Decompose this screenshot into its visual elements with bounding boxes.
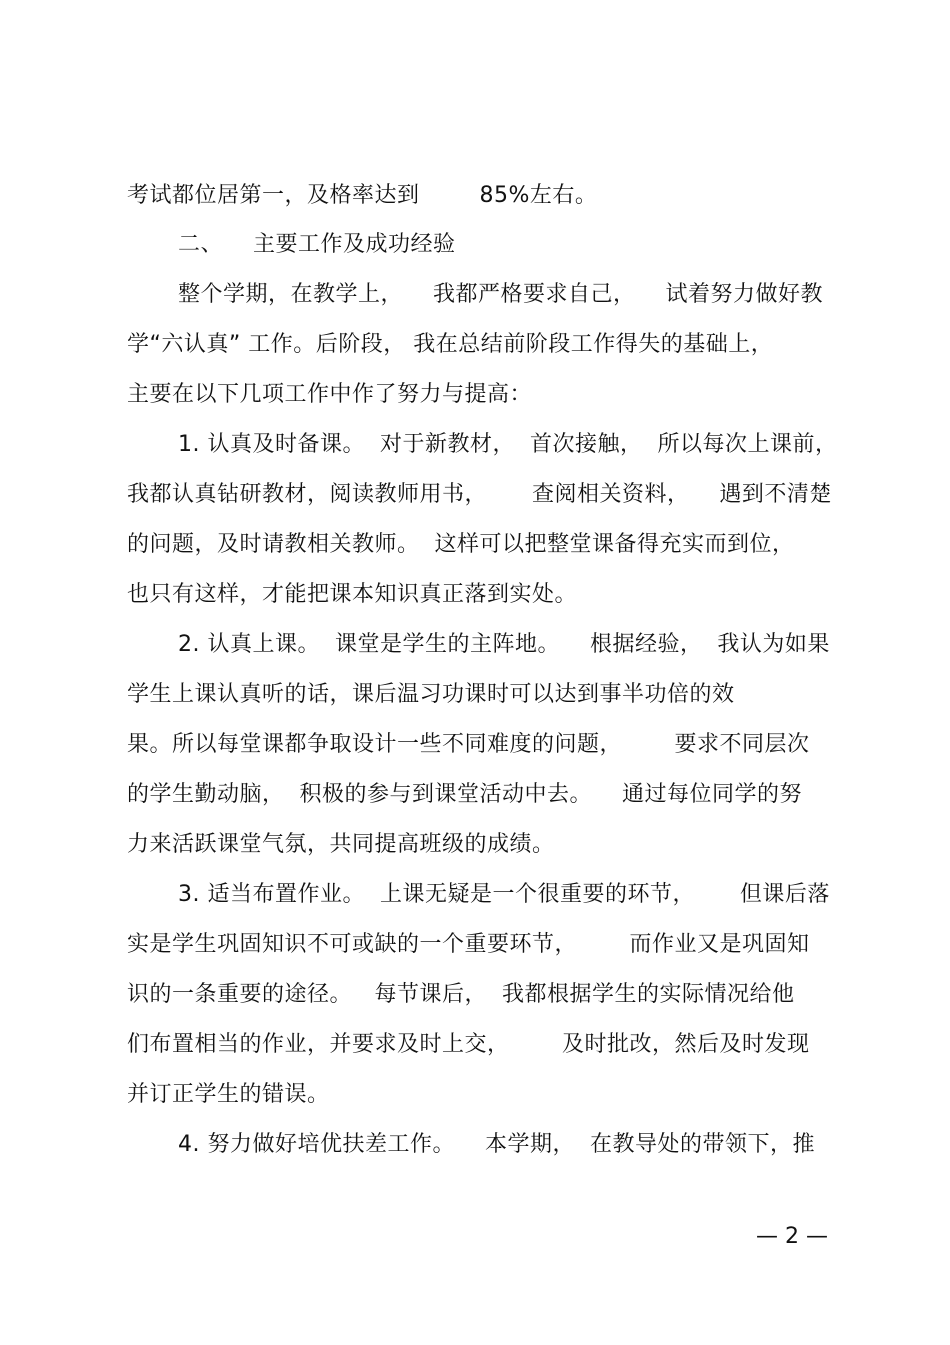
text-line: 学“六认真” 工作。后阶段， 我在总结前阶段工作得失的基础上， (127, 332, 774, 357)
text-line: 2. 认真上课。 课堂是学生的主阵地。 根据经验， 我认为如果 (178, 632, 830, 657)
text-line: 力来活跃课堂气氛，共同提高班级的成绩。 (127, 832, 555, 857)
text-line: 并订正学生的错误。 (127, 1082, 330, 1107)
text-line: 考试都位居第一，及格率达到 85%左右。 (127, 183, 598, 208)
text-line: 的学生勤动脑， 积极的参与到课堂活动中去。 通过每位同学的努 (127, 782, 802, 807)
text-line: 的问题，及时请教相关教师。 这样可以把整堂课备得充实而到位， (127, 532, 795, 557)
text-line: 们布置相当的作业，并要求及时上交， 及时批改，然后及时发现 (127, 1032, 810, 1057)
text-line: 主要在以下几项工作中作了努力与提高： (127, 382, 533, 407)
text-line: 1. 认真及时备课。 对于新教材， 首次接触， 所以每次上课前， (178, 432, 838, 457)
text-line: 识的一条重要的途径。 每节课后， 我都根据学生的实际情况给他 (127, 982, 795, 1007)
section-heading: 二、 主要工作及成功经验 (178, 232, 456, 257)
text-line: 整个学期，在教学上， 我都严格要求自己， 试着努力做好教 (178, 282, 823, 307)
text-line: 我都认真钻研教材，阅读教师用书， 查阅相关资料， 遇到不清楚 (127, 482, 832, 507)
page-number: — 2 — (756, 1224, 828, 1249)
text-line: 学生上课认真听的话，课后温习功课时可以达到事半功倍的效 (127, 682, 735, 707)
text-line: 实是学生巩固知识不可或缺的一个重要环节， 而作业又是巩固知 (127, 932, 810, 957)
text-line: 也只有这样，才能把课本知识真正落到实处。 (127, 582, 578, 607)
text-line: 果。所以每堂课都争取设计一些不同难度的问题， 要求不同层次 (127, 732, 810, 757)
text-line: 3. 适当布置作业。 上课无疑是一个很重要的环节， 但课后落 (178, 882, 830, 907)
text-line: 4. 努力做好培优扶差工作。 本学期， 在教导处的带领下，推 (178, 1132, 815, 1157)
